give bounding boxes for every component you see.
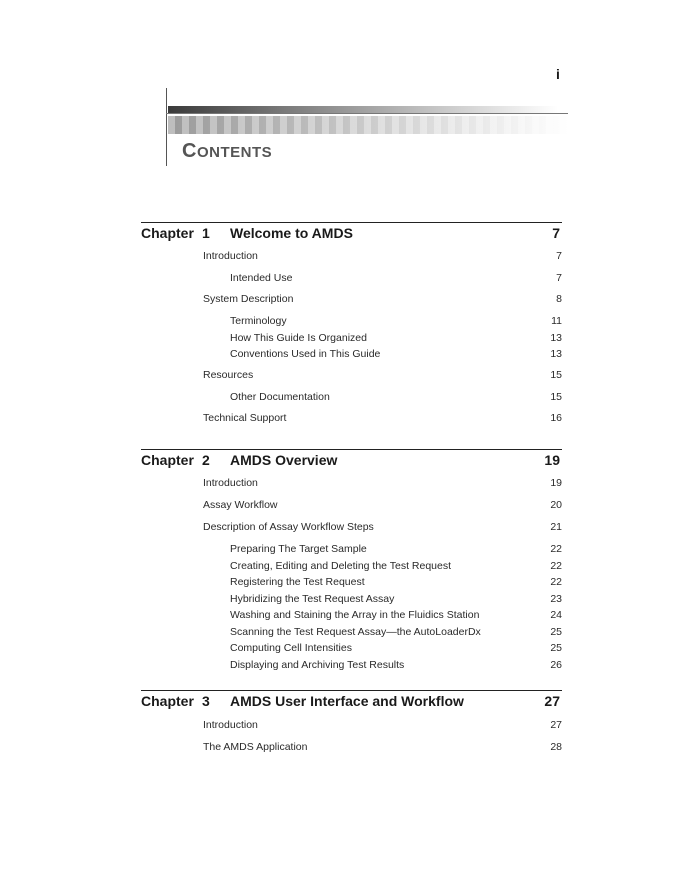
page-title	[182, 140, 272, 163]
toc-entry-page: 22	[550, 576, 562, 588]
toc-entry-page: 26	[550, 659, 562, 671]
toc-entry-page: 13	[550, 332, 562, 344]
toc-entry-label[interactable]: How This Guide Is Organized	[230, 332, 367, 344]
toc-entry-page: 24	[550, 609, 562, 621]
toc-entry-page: 7	[556, 272, 562, 284]
chapter-number: 3	[202, 693, 210, 709]
toc-entry-page: 15	[550, 369, 562, 381]
toc-entry-label[interactable]: Technical Support	[203, 412, 287, 424]
chapter-word: Chapter	[141, 225, 194, 241]
chapter-heading[interactable]	[141, 222, 562, 245]
toc-entry-label[interactable]: Resources	[203, 369, 254, 381]
chapter-number: 2	[202, 452, 210, 468]
toc-entry-page: 25	[550, 642, 562, 654]
chapter-word: Chapter	[141, 693, 194, 709]
toc-entry-label[interactable]: Intended Use	[230, 272, 293, 284]
toc-entry-label[interactable]: System Description	[203, 293, 294, 305]
toc-entry-page: 13	[550, 348, 562, 360]
chapter-page: 27	[544, 693, 560, 709]
toc-entry-label[interactable]: Introduction	[203, 250, 258, 262]
toc-entry-label[interactable]: Creating, Editing and Deleting the Test Request	[230, 560, 452, 572]
toc-entry-page: 28	[550, 741, 562, 753]
chapter-title: AMDS Overview	[230, 452, 338, 468]
toc-entry-label[interactable]: Computing Cell Intensities	[230, 642, 352, 654]
chapter-title: AMDS User Interface and Workflow	[230, 693, 464, 709]
toc-entry-page: 19	[550, 477, 562, 489]
toc-entry-page: 27	[550, 719, 562, 731]
toc-entry-page: 23	[550, 593, 562, 605]
page-title-initial: C	[182, 140, 197, 162]
toc-entry-page: 7	[556, 250, 562, 262]
page-number: i	[556, 66, 560, 82]
toc-entry-label[interactable]: Terminology	[230, 315, 287, 327]
chapter-number: 1	[202, 225, 210, 241]
chapter-page: 7	[552, 225, 560, 241]
toc-entry-page: 8	[556, 293, 562, 305]
chapter-title: Welcome to AMDS	[230, 225, 353, 241]
chapter-word: Chapter	[141, 452, 194, 468]
toc-entry-page: 25	[550, 626, 562, 638]
header-mosaic-band	[168, 116, 568, 134]
header-horizontal-rule	[166, 113, 568, 114]
chapter-heading[interactable]	[141, 690, 562, 713]
toc-entry-page: 21	[550, 521, 562, 533]
toc-entry-label[interactable]: Washing and Staining the Array in the Fluidics Station	[230, 609, 480, 621]
toc-entry-page: 11	[551, 315, 562, 327]
header-vertical-rule	[166, 88, 167, 166]
toc-entry-label[interactable]: Scanning the Test Request Assay—the AutoLoaderDx	[230, 626, 481, 638]
toc-entry-label[interactable]: Introduction	[203, 719, 258, 731]
toc-entry-page: 16	[550, 412, 562, 424]
toc-entry-label[interactable]: Hybridizing the Test Request Assay	[230, 593, 395, 605]
toc-entry-page: 22	[550, 560, 562, 572]
toc-entry-label[interactable]: Registering the Test Request	[230, 576, 365, 588]
header-gradient-band	[168, 106, 558, 113]
toc-entry-page: 15	[550, 391, 562, 403]
toc-entry-label[interactable]: Displaying and Archiving Test Results	[230, 659, 405, 671]
page-title-rest: ONTENTS	[196, 144, 273, 161]
toc-entry-page: 22	[550, 543, 562, 555]
toc-entry-label[interactable]: Preparing The Target Sample	[230, 543, 367, 555]
toc-entry-label[interactable]: Description of Assay Workflow Steps	[203, 521, 374, 533]
toc-entry-label[interactable]: Other Documentation	[230, 391, 330, 403]
toc-entry-page: 20	[550, 499, 562, 511]
toc-entry-label[interactable]: Introduction	[203, 477, 258, 489]
toc-entry-label[interactable]: Conventions Used in This Guide	[230, 348, 381, 360]
chapter-heading[interactable]	[141, 449, 562, 472]
toc-entry-label[interactable]: The AMDS Application	[203, 741, 308, 753]
chapter-page: 19	[544, 452, 560, 468]
toc-entry-label[interactable]: Assay Workflow	[203, 499, 278, 511]
